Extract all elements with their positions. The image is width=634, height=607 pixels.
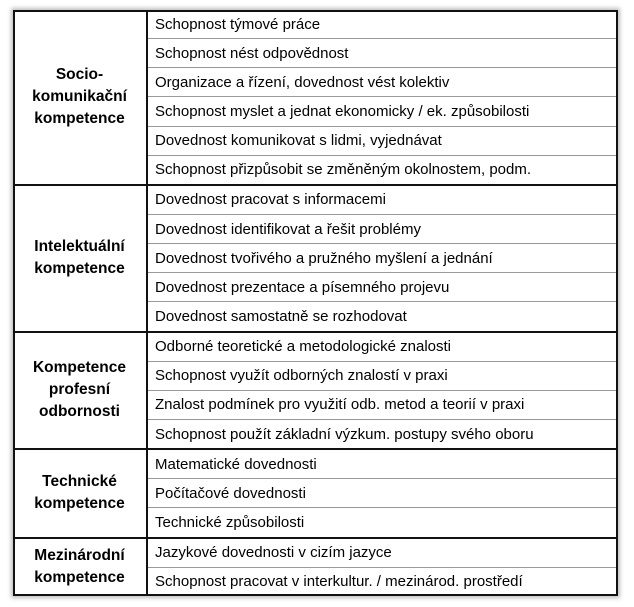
table-row — [13, 538, 618, 568]
table-row — [13, 449, 618, 479]
category-cell — [13, 449, 147, 537]
skill-cell: Dovednost prezentace a písemného projevu — [147, 273, 618, 302]
category-label: Mezinárodní kompetence — [34, 547, 125, 587]
skill-cell: Schopnost přizpůsobit se změněným okolnostem, podm. — [147, 155, 618, 185]
skill-cell: Jazykové dovednosti v cizím jazyce — [147, 538, 618, 568]
skill-cell: Schopnost týmové práce — [147, 10, 618, 39]
category-cell — [13, 332, 147, 450]
category-label: Socio-komunikační kompetence — [32, 65, 127, 127]
skill-cell: Schopnost myslet a jednat ekonomicky / ek. způsobilosti — [147, 97, 618, 126]
skill-cell: Matematické dovednosti — [147, 449, 618, 479]
category-label: Kompetence profesní odbornosti — [32, 359, 127, 421]
competence-table-container — [13, 10, 618, 596]
skill-cell: Schopnost pracovat v interkultur. / mezinárod. prostředí — [155, 573, 523, 591]
skill-cell: Schopnost použít základní výzkum. postupy svého oboru — [147, 419, 618, 449]
category-cell — [13, 538, 147, 596]
category-cell — [13, 10, 147, 185]
skill-cell: Dovednost tvořivého a pružného myšlení a jednání — [147, 244, 618, 273]
skill-cell: Znalost podmínek pro využití odb. metod a teorií v praxi — [147, 390, 618, 419]
category-label: Technické kompetence — [34, 473, 125, 513]
table-row — [13, 10, 618, 39]
skill-cell: Odborné teoretické a metodologické znalosti — [147, 332, 618, 362]
skill-cell: Schopnost využít odborných znalostí v praxi — [147, 361, 618, 390]
competence-table — [13, 10, 618, 596]
skill-cell: Dovednost komunikovat s lidmi, vyjednávat — [147, 126, 618, 155]
skill-cell: Počítačové dovednosti — [147, 479, 618, 508]
skill-cell: Technické způsobilosti — [147, 508, 618, 538]
skill-cell: Dovednost identifikovat a řešit problémy — [147, 214, 618, 243]
table-row — [13, 185, 618, 215]
skill-cell: Schopnost nést odpovědnost — [147, 39, 618, 68]
skill-cell: Dovednost pracovat s informacemi — [147, 185, 618, 215]
category-label: Intelektuální kompetence — [34, 238, 125, 278]
category-cell — [13, 185, 147, 332]
table-row — [13, 332, 618, 362]
skill-cell: Organizace a řízení, dovednost vést kolektiv — [147, 68, 618, 97]
skill-cell: Dovednost samostatně se rozhodovat — [147, 302, 618, 332]
competence-table-body — [13, 10, 618, 596]
